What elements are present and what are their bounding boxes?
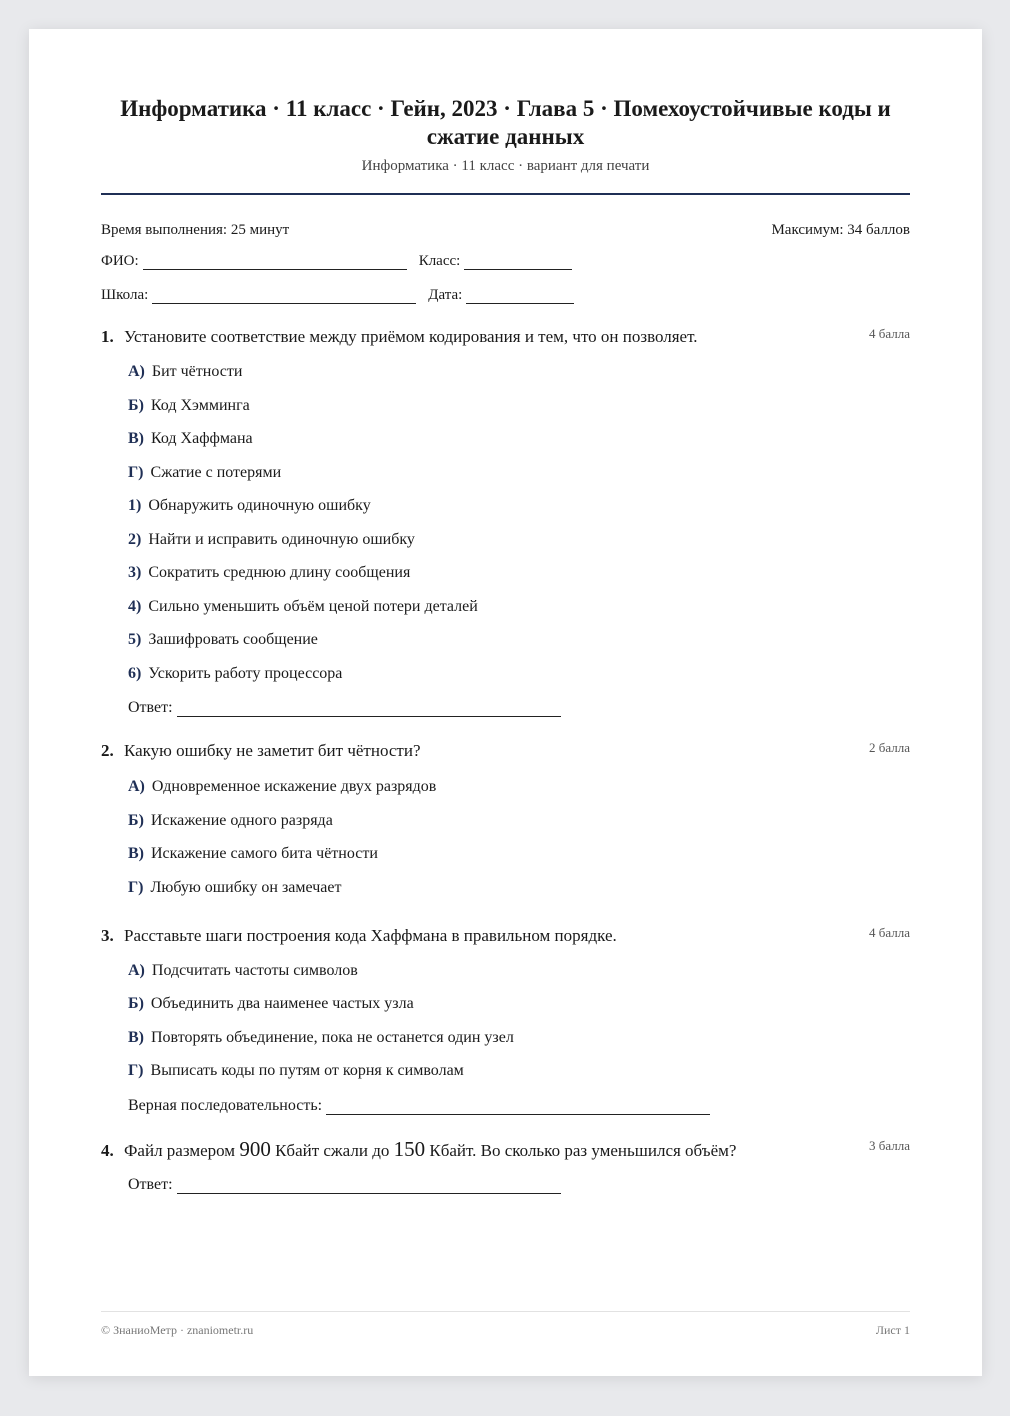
option-label: 5) <box>128 631 142 648</box>
school-input-line[interactable] <box>152 291 416 304</box>
option-text: Объединить два наименее частых узла <box>150 995 414 1012</box>
question-points: 3 балла <box>869 1137 910 1153</box>
option-label: А) <box>128 778 145 795</box>
option-label: Г) <box>128 1062 144 1079</box>
footer-page-number: Лист 1 <box>875 1323 910 1337</box>
question-text: Какую ошибку не заметит бит чётности? <box>124 741 421 760</box>
match-right-item <box>128 630 910 650</box>
option-text: Выписать коды по путям от корня к символам <box>150 1062 464 1079</box>
time-limit: Время выполнения: 25 минут <box>101 222 290 238</box>
option-text: Бит чётности <box>151 363 243 380</box>
header-divider <box>101 193 910 195</box>
choice-option[interactable] <box>128 777 910 797</box>
fio-label: ФИО: <box>101 253 139 269</box>
compressed-size-value: 150 <box>393 1136 426 1161</box>
answer-label: Ответ: <box>128 699 173 716</box>
sequence-step <box>128 1028 910 1048</box>
match-right-item <box>128 563 910 583</box>
match-right-item <box>128 530 910 550</box>
match-left-item <box>128 463 910 483</box>
option-text: Искажение одного разряда <box>150 811 333 829</box>
match-right-item <box>128 664 910 684</box>
option-label: 6) <box>128 664 142 682</box>
option-label: В) <box>128 430 144 447</box>
question-1-head <box>101 326 910 348</box>
option-label: А) <box>128 363 145 380</box>
field-row-school-date <box>101 286 910 304</box>
page-title: Информатика · 11 класс · Гейн, 2023 · Глава 5 · Помехоустойчивые коды и сжатие данных <box>120 96 891 149</box>
option-label: А) <box>128 961 145 979</box>
question-4 <box>101 1138 910 1194</box>
question-points: 2 балла <box>869 740 910 755</box>
option-label: Б) <box>128 396 144 414</box>
option-label: 1) <box>128 497 142 514</box>
sequence-step <box>128 994 910 1014</box>
answer-row <box>128 697 910 717</box>
choice-option[interactable] <box>128 844 910 864</box>
option-text: Подсчитать частоты символов <box>151 961 358 979</box>
option-text: Зашифровать сообщение <box>148 631 318 648</box>
question-text <box>124 1138 910 1162</box>
option-label: В) <box>128 1028 144 1046</box>
option-text: Искажение самого бита чётности <box>151 845 378 862</box>
sequence-step <box>128 1061 910 1081</box>
answer-input-line[interactable] <box>177 1179 561 1194</box>
question-points: 4 балла <box>869 326 910 341</box>
answer-row <box>128 1174 910 1194</box>
option-label: Б) <box>128 811 144 829</box>
question-number: 2. <box>101 741 114 760</box>
question-4-head <box>101 1138 910 1162</box>
max-score: Максимум: 34 баллов <box>771 222 910 238</box>
option-text: Сократить среднюю длину сообщения <box>148 564 411 581</box>
date-input-line[interactable] <box>466 291 574 304</box>
option-label: В) <box>128 845 144 862</box>
match-right-item <box>128 496 910 516</box>
option-label: Г) <box>128 463 144 481</box>
question-text: Установите соответствие между приёмом кодирования и тем, что он позволяет. <box>124 327 698 346</box>
page-footer <box>101 1311 910 1338</box>
sequence-step <box>128 961 910 981</box>
answer-label: Верная последовательность: <box>128 1096 323 1114</box>
answer-row <box>128 1095 910 1115</box>
question-number: 3. <box>101 925 114 945</box>
question-2-head <box>101 740 910 762</box>
question-points: 4 балла <box>869 924 910 940</box>
option-text: Повторять объединение, пока не останется один узел <box>151 1028 514 1046</box>
option-text: Код Хэмминга <box>150 396 250 414</box>
footer-copyright: © ЗнаниоМетр · znaniometr.ru <box>101 1323 254 1337</box>
option-text: Код Хаффмана <box>151 430 253 447</box>
meta-row <box>101 221 910 239</box>
option-text: Обнаружить одиночную ошибку <box>148 497 371 514</box>
match-left-item <box>128 396 910 416</box>
answer-input-line[interactable] <box>177 702 561 717</box>
fio-input-line[interactable] <box>143 257 407 270</box>
field-row-fio-class <box>101 252 910 270</box>
date-label: Дата: <box>428 287 463 303</box>
question-2 <box>101 740 910 898</box>
page-content <box>101 29 910 1376</box>
match-right-item <box>128 597 910 617</box>
choice-option[interactable] <box>128 878 910 898</box>
option-text: Одновременное искажение двух разрядов <box>151 778 437 795</box>
option-label: 3) <box>128 564 142 581</box>
class-input-line[interactable] <box>464 257 572 270</box>
question-number: 4. <box>101 1140 114 1160</box>
option-text: Ускорить работу процессора <box>148 664 343 682</box>
question-text: Расставьте шаги построения кода Хаффмана в правильном порядке. <box>124 925 617 945</box>
class-label: Класс: <box>418 253 461 269</box>
option-text: Найти и исправить одиночную ошибку <box>148 530 415 548</box>
match-left-item <box>128 429 910 449</box>
question-1 <box>101 326 910 717</box>
worksheet-page <box>29 29 982 1376</box>
sequence-input-line[interactable] <box>326 1100 710 1115</box>
option-text: Сильно уменьшить объём ценой потери деталей <box>148 597 478 615</box>
student-fields <box>101 252 910 304</box>
match-left-item <box>128 362 910 382</box>
question-3-head <box>101 925 910 947</box>
option-label: Б) <box>128 995 144 1012</box>
question-text-part: Файл размером <box>124 1140 236 1160</box>
school-label: Школа: <box>101 287 149 303</box>
choice-option[interactable] <box>128 811 910 831</box>
option-label: 2) <box>128 530 142 548</box>
question-number: 1. <box>101 327 114 346</box>
answer-label: Ответ: <box>128 1175 173 1193</box>
file-size-value: 900 <box>239 1136 271 1161</box>
page-subtitle: Информатика · 11 класс · вариант для печати <box>361 158 650 174</box>
option-text: Сжатие с потерями <box>150 463 282 481</box>
question-3 <box>101 925 910 1115</box>
option-label: Г) <box>128 878 144 896</box>
option-text: Любую ошибку он замечает <box>150 878 342 896</box>
question-text-part: Кбайт. Во сколько раз уменьшился объём? <box>429 1140 737 1160</box>
option-label: 4) <box>128 597 142 615</box>
question-text-part: Кбайт сжали до <box>275 1140 390 1160</box>
